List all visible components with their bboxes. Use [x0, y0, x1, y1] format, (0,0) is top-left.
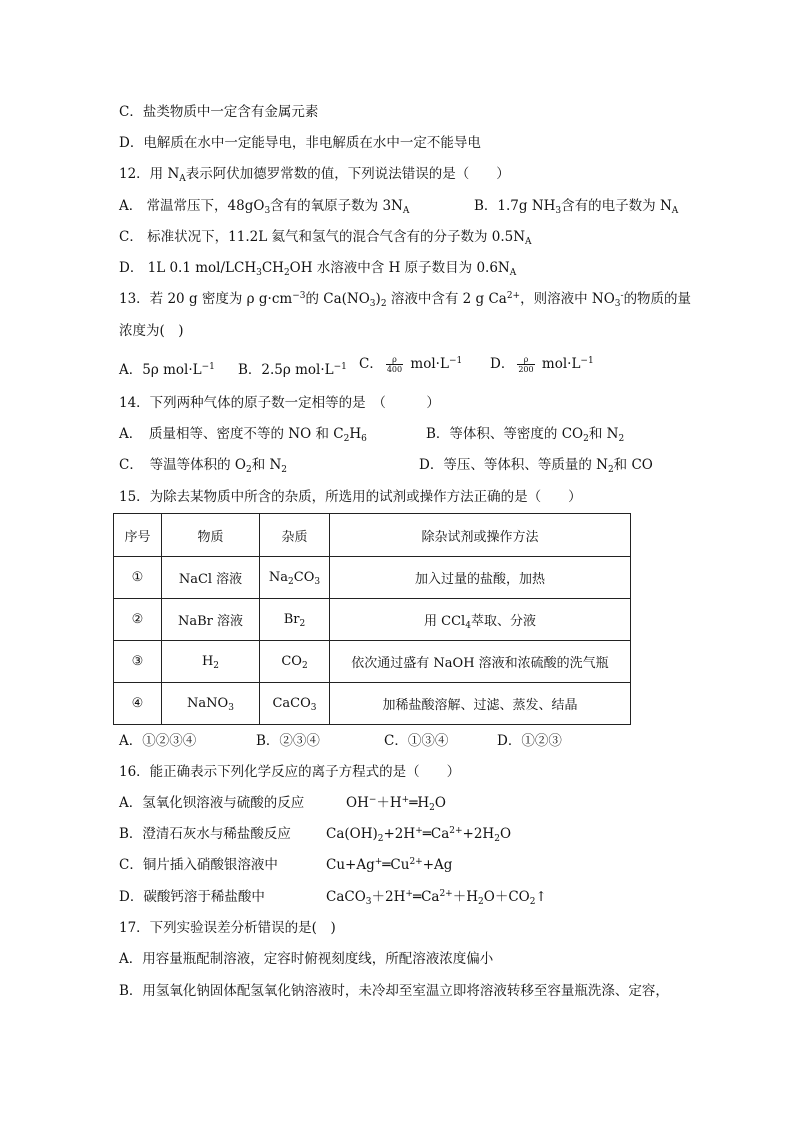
table-row — [114, 557, 631, 599]
cell-method: 用 CCl$_4$萃取、分液 — [330, 599, 631, 641]
q16-option-b-label: B．澄清石灰水与稀盐酸反应 — [119, 826, 291, 842]
q16-option-b-equation: $Ca(OH)_2+2H^+═Ca^{2+}+2H_2O$ — [326, 826, 512, 844]
cell-method: 依次通过盛有 NaOH 溶液和浓硫酸的洗气瓶 — [330, 641, 631, 683]
q16-option-a-equation: $OH^-+H^+═H_2O$ — [346, 795, 446, 813]
q17-option-b: B．用氢氧化钠固体配氢氧化钠溶液时，未冷却至室温立即将溶液转移至容量瓶洗涤、定容， — [119, 983, 669, 999]
header-cell: 序号 — [114, 514, 162, 557]
q14-option-a: A． 质量相等、密度不等的 NO 和 $C_2H_6$ — [119, 426, 367, 444]
q13-stem-cont: 浓度为( ) — [119, 323, 184, 339]
cell-no: ③ — [114, 641, 162, 683]
table-row — [114, 683, 631, 725]
cell-substance: NaCl 溶液 — [162, 557, 260, 599]
q15-stem: 15．为除去某物质中所含的杂质，所选用的试剂或操作方法正确的是（ ） — [119, 489, 582, 505]
q17-stem: 17．下列实验误差分析错误的是( ) — [119, 920, 336, 936]
q14-option-d: D．等压、等体积、等质量的 $N_2$和 CO — [419, 457, 653, 475]
q14-option-c: C． 等温等体积的 $O_2$和 $N_2$ — [119, 457, 288, 475]
q16-option-c-equation: $Cu+Ag^+═Cu^{2+}+Ag$ — [326, 857, 453, 873]
q15-option-a: A．①②③④ — [119, 733, 197, 749]
q11-option-c: C．盐类物质中一定含有金属元素 — [119, 104, 319, 120]
q15-table — [113, 513, 631, 725]
q16-option-c-label: C．铜片插入硝酸银溶液中 — [119, 857, 278, 873]
q17-option-a: A．用容量瓶配制溶液，定容时俯视刻度线，所配溶液浓度偏小 — [119, 951, 494, 967]
cell-substance: NaNO$_3$ — [162, 683, 260, 725]
q15-option-b: B．②③④ — [256, 733, 320, 749]
q11-option-d: D．电解质在水中一定能导电，非电解质在水中一定不能导电 — [119, 135, 481, 151]
table-header-row — [114, 514, 631, 557]
q14-option-b: B．等体积、等密度的 $CO_2$和 $N_2$ — [426, 426, 625, 444]
cell-substance: $H_2$ — [162, 641, 260, 683]
q15-option-c: C．①③④ — [384, 733, 449, 749]
q13-option-a: A．5ρ $mol\cdot L^{-1}$ — [119, 362, 215, 378]
q12-stem: 12．用 $N_A$表示阿伏加德罗常数的值，下列说法错误的是（ ） — [119, 166, 510, 184]
cell-method: 加入过量的盐酸，加热 — [330, 557, 631, 599]
q16-option-a-label: A．氢氧化钡溶液与硫酸的反应 — [119, 795, 305, 811]
q13-option-d: D． $\frac{\rho}{200}$ $mol\cdot L^{-1}$ — [490, 355, 594, 374]
header-cell: 除杂试剂或操作方法 — [330, 514, 631, 557]
q12-option-b: B．1.7g $NH_3$含有的电子数为 $N_A$ — [474, 198, 679, 216]
q12-option-c: C． 标准状况下，11.2L 氦气和氢气的混合气含有的分子数为 $0.5N_A$ — [119, 229, 532, 247]
table-row — [114, 599, 631, 641]
q13-option-c: C． $\frac{\rho}{400}$ $mol\cdot L^{-1}$ — [359, 355, 463, 374]
header-cell: 物质 — [162, 514, 260, 557]
cell-impurity: $Br_2$ — [260, 599, 330, 641]
q16-option-d-equation: $CaCO_3+2H^+═Ca^{2+}+H_2O+CO_2↑$ — [326, 889, 547, 907]
fraction: $\frac{\rho}{200}$ — [518, 355, 534, 374]
fraction: $\frac{\rho}{400}$ — [386, 355, 403, 374]
header-cell: 杂质 — [260, 514, 330, 557]
q14-stem: 14．下列两种气体的原子数一定相等的是 （ ） — [119, 395, 440, 411]
table-row — [114, 641, 631, 683]
cell-impurity: CaCO$_3$ — [260, 683, 330, 725]
cell-method: 加稀盐酸溶解、过滤、蒸发、结晶 — [330, 683, 631, 725]
q16-option-d-label: D．碳酸钙溶于稀盐酸中 — [119, 889, 265, 905]
q16-stem: 16．能正确表示下列化学反应的离子方程式的是（ ） — [119, 764, 461, 780]
q12-option-a: A． 常温常压下，$48gO_3$含有的氧原子数为 $3N_A$ — [119, 198, 410, 216]
cell-no: ④ — [114, 683, 162, 725]
q13-option-b: B．2.5ρ $mol\cdot L^{-1}$ — [238, 362, 347, 378]
q15-option-d: D．①②③ — [497, 733, 562, 749]
cell-no: ② — [114, 599, 162, 641]
cell-substance: NaBr 溶液 — [162, 599, 260, 641]
q12-option-d: D． 1L 0.1 mol/$LCH_3CH_2OH$ 水溶液中含 H 原子数目为 $0.6N_A$ — [119, 260, 517, 278]
q13-stem: 13．若 20 g 密度为 ρ $g\cdot cm^{-3}$的 $Ca(NO_3)_2$ 溶液中含有 2 g $Ca^{2+}$，则溶液中 $NO_3^-$的物质的量 — [119, 291, 692, 309]
cell-impurity: $Na_2CO_3$ — [260, 557, 330, 599]
cell-no: ① — [114, 557, 162, 599]
cell-impurity: $CO_2$ — [260, 641, 330, 683]
